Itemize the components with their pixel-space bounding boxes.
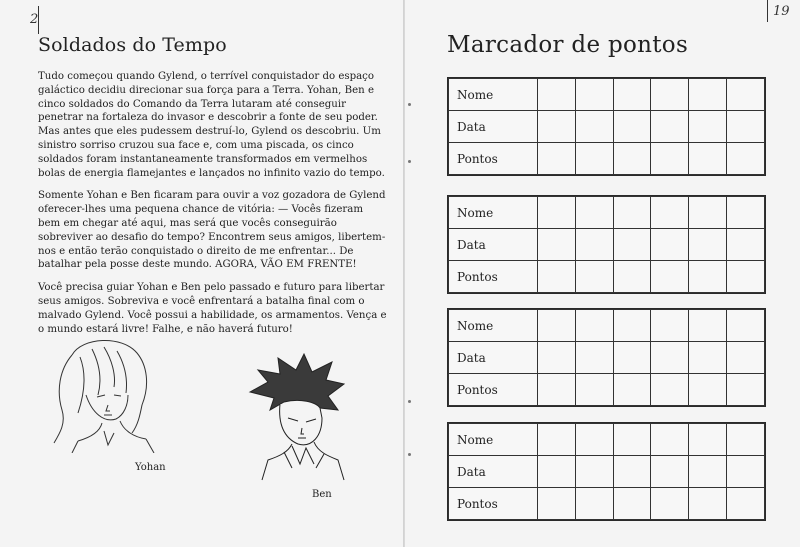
score-cell[interactable] (651, 374, 689, 406)
score-cell[interactable] (727, 374, 765, 406)
score-cell[interactable] (575, 310, 613, 342)
page-number-rule (767, 0, 768, 22)
score-cell[interactable] (575, 456, 613, 488)
ben-illustration (240, 352, 350, 482)
score-cell[interactable] (538, 310, 576, 342)
score-row-name (449, 310, 765, 342)
yohan-illustration (42, 335, 162, 453)
score-row-date (449, 111, 765, 143)
score-cell[interactable] (613, 261, 651, 293)
score-label: Nome (449, 79, 538, 111)
score-cell[interactable] (651, 310, 689, 342)
score-cell[interactable] (538, 488, 576, 520)
score-cell[interactable] (727, 261, 765, 293)
score-cell[interactable] (651, 456, 689, 488)
score-cell[interactable] (613, 143, 651, 175)
score-row-name (449, 197, 765, 229)
score-cell[interactable] (651, 424, 689, 456)
score-card (447, 77, 766, 176)
score-cell[interactable] (689, 342, 727, 374)
page-number-rule (38, 6, 39, 34)
score-cell[interactable] (727, 197, 765, 229)
score-cell[interactable] (727, 310, 765, 342)
score-cell[interactable] (613, 374, 651, 406)
score-cell[interactable] (613, 342, 651, 374)
score-cell[interactable] (575, 229, 613, 261)
score-cell[interactable] (613, 229, 651, 261)
score-cell[interactable] (727, 143, 765, 175)
yohan-caption: Yohan (135, 462, 166, 473)
score-cell[interactable] (651, 488, 689, 520)
score-cell[interactable] (689, 111, 727, 143)
score-row-date (449, 456, 765, 488)
score-cell[interactable] (689, 374, 727, 406)
score-cell[interactable] (727, 79, 765, 111)
score-label: Data (449, 229, 538, 261)
score-cell[interactable] (575, 79, 613, 111)
score-cell[interactable] (538, 424, 576, 456)
score-cell[interactable] (727, 342, 765, 374)
score-cell[interactable] (538, 79, 576, 111)
right-page-number: 19 (773, 4, 790, 19)
score-cell[interactable] (613, 488, 651, 520)
score-cell[interactable] (575, 143, 613, 175)
story-title: Soldados do Tempo (38, 34, 227, 56)
score-label: Pontos (449, 143, 538, 175)
story-paragraph-1: Tudo começou quando Gylend, o terrível conquistador do espaço galáctico decidiu direcionar sua força para a Terra. Yohan, Ben e cinco soldados do Comando da Terra lutaram até conseguir penetrar na fortaleza do invasor e descobrir a fonte de seu poder. Mas antes que eles pudessem destruí-lo, Gylend os descobriu. Um sinistro sorriso cruzou sua face e, com uma piscada, os cinco soldados foram instantaneamente transformados em vermelhos bolas de energia flamejantes e lançados no infinito vazio do tempo. (38, 71, 385, 179)
score-cell[interactable] (538, 197, 576, 229)
score-cell[interactable] (689, 456, 727, 488)
score-cell[interactable] (575, 374, 613, 406)
score-row-date (449, 229, 765, 261)
score-row-points (449, 488, 765, 520)
score-label: Data (449, 456, 538, 488)
score-cell[interactable] (651, 229, 689, 261)
paper-speck (408, 160, 411, 163)
score-cell[interactable] (575, 342, 613, 374)
score-cell[interactable] (651, 261, 689, 293)
score-card (447, 422, 766, 521)
score-cell[interactable] (727, 456, 765, 488)
right-page (405, 0, 800, 547)
score-label: Pontos (449, 261, 538, 293)
score-label: Nome (449, 310, 538, 342)
score-cell[interactable] (575, 111, 613, 143)
score-cell[interactable] (538, 229, 576, 261)
score-cell[interactable] (727, 111, 765, 143)
score-cell[interactable] (651, 143, 689, 175)
score-label: Nome (449, 424, 538, 456)
left-page-number: 2 (30, 12, 39, 27)
score-cell[interactable] (689, 424, 727, 456)
score-cell[interactable] (689, 229, 727, 261)
score-cell[interactable] (613, 456, 651, 488)
score-row-date (449, 342, 765, 374)
score-cell[interactable] (651, 79, 689, 111)
score-card (447, 195, 766, 294)
score-row-points (449, 143, 765, 175)
score-label: Data (449, 342, 538, 374)
score-row-points (449, 374, 765, 406)
score-cell[interactable] (538, 456, 576, 488)
score-cell[interactable] (613, 424, 651, 456)
score-cell[interactable] (538, 374, 576, 406)
score-cell[interactable] (689, 488, 727, 520)
score-cell[interactable] (689, 143, 727, 175)
score-cell[interactable] (575, 488, 613, 520)
score-cell[interactable] (575, 424, 613, 456)
story-paragraph-2: Somente Yohan e Ben ficaram para ouvir a voz gozadora de Gylend oferecer-lhes uma pequena chance de vitória: — Vocês fizeram bem em chegar até aqui, mas será que vocês conseguirão sobreviver ao desafio do tempo? Encontrem seus amigos, libertem-nos e então terão conquistado o direito de me enfrentar... De batalhar pela posse deste mundo. AGORA, VÃO EM FRENTE! (38, 190, 386, 271)
score-cell[interactable] (651, 342, 689, 374)
paper-speck (408, 453, 411, 456)
score-row-points (449, 261, 765, 293)
score-cell[interactable] (689, 261, 727, 293)
ben-caption: Ben (312, 489, 332, 500)
score-cell[interactable] (538, 261, 576, 293)
score-row-name (449, 424, 765, 456)
score-label: Pontos (449, 374, 538, 406)
score-cell[interactable] (575, 197, 613, 229)
score-cell[interactable] (613, 197, 651, 229)
score-cell[interactable] (613, 79, 651, 111)
score-cell[interactable] (689, 197, 727, 229)
score-cell[interactable] (538, 342, 576, 374)
score-cell[interactable] (613, 111, 651, 143)
score-cell[interactable] (575, 261, 613, 293)
score-cell[interactable] (613, 310, 651, 342)
score-cell[interactable] (727, 424, 765, 456)
score-label: Pontos (449, 488, 538, 520)
score-cell[interactable] (538, 111, 576, 143)
score-label: Data (449, 111, 538, 143)
score-cell[interactable] (538, 143, 576, 175)
score-card (447, 308, 766, 407)
score-cell[interactable] (651, 197, 689, 229)
paper-speck (408, 400, 411, 403)
paper-speck (408, 103, 411, 106)
score-cell[interactable] (651, 111, 689, 143)
score-cell[interactable] (689, 79, 727, 111)
score-label: Nome (449, 197, 538, 229)
score-cell[interactable] (689, 310, 727, 342)
story-paragraph-3: Você precisa guiar Yohan e Ben pelo passado e futuro para libertar seus amigos. Sobreviva e você enfrentará a batalha final com o malvado Gylend. Você possui a habilidade, os armamentos. Vença e o mundo estará livre! Falhe, e não haverá futuro! (38, 282, 387, 335)
score-row-name (449, 79, 765, 111)
story-text (38, 70, 388, 345)
score-cell[interactable] (727, 488, 765, 520)
score-cell[interactable] (727, 229, 765, 261)
score-sheet-title: Marcador de pontos (447, 32, 689, 58)
